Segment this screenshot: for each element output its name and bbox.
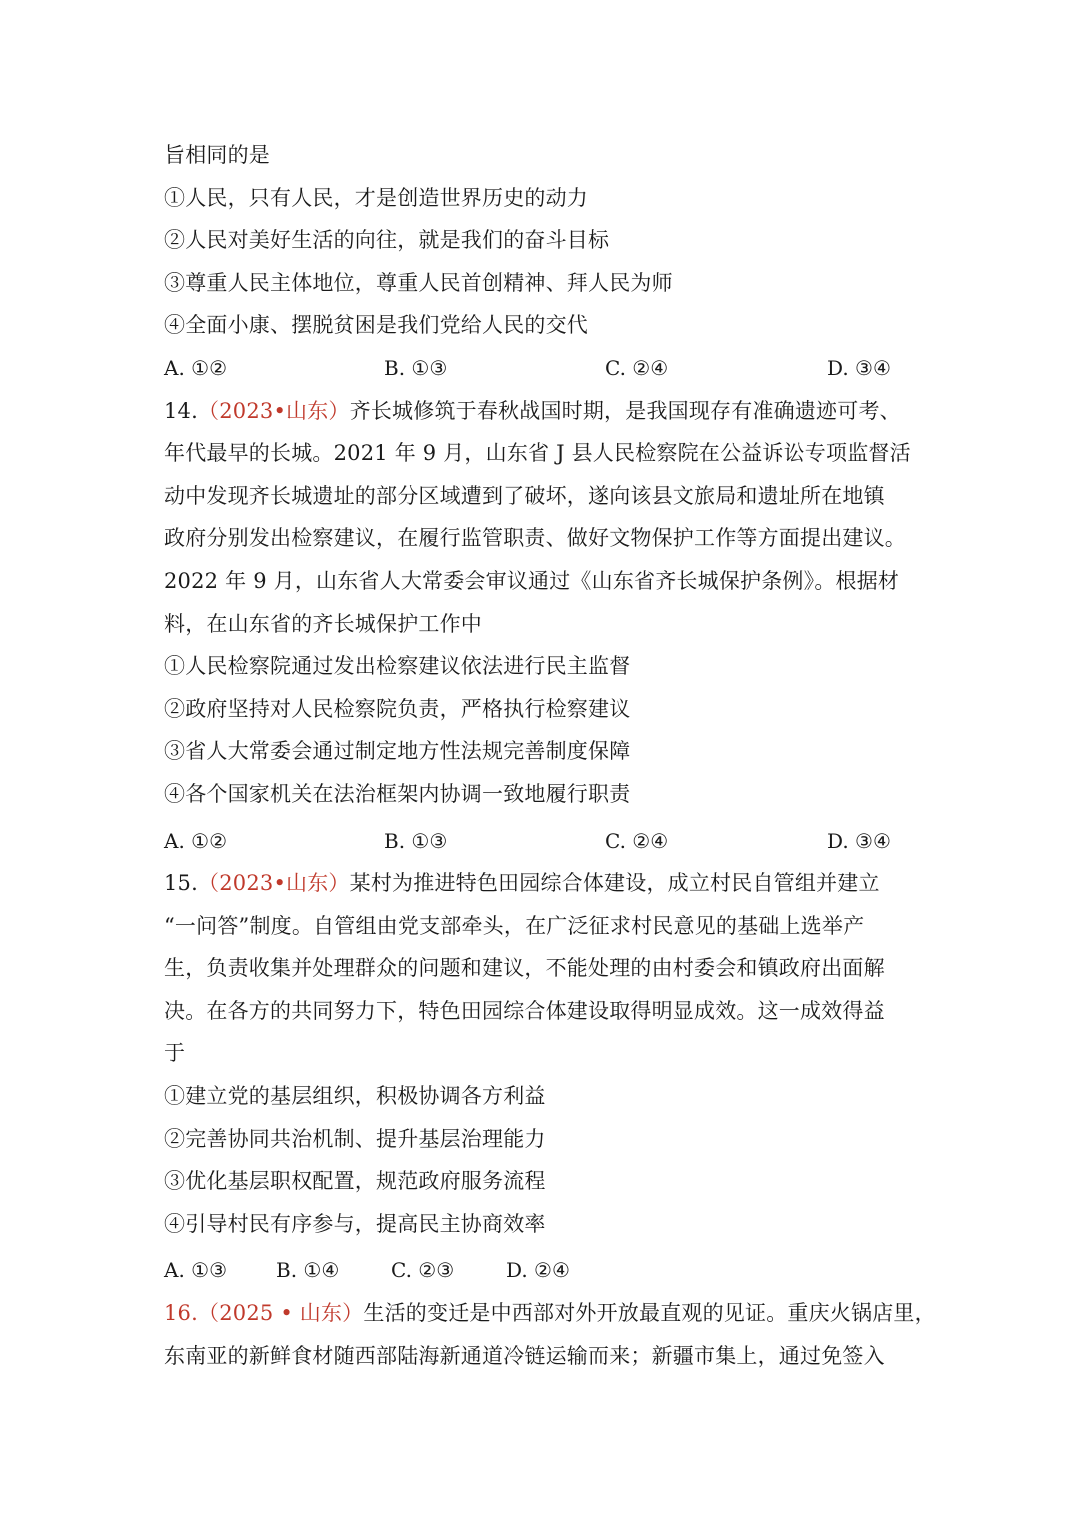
q14-item-1: ①人民检察院通过发出检察建议依法进行民主监督	[164, 654, 631, 679]
q14-option-d: D. ③④	[827, 828, 891, 853]
q16-stem-text: 生活的变迁是中西部对外开放最直观的见证。重庆火锅店里，	[363, 1301, 936, 1326]
q13-option-d: D. ③④	[827, 355, 891, 380]
q14-stem-line-4: 政府分别发出检察建议，在履行监管职责、做好文物保护工作等方面提出建议。	[164, 526, 906, 551]
q14-item-3: ③省人大常委会通过制定地方性法规完善制度保障	[164, 739, 631, 764]
q13-stem-tail: 旨相同的是	[164, 143, 270, 167]
q14-option-c: C. ②④	[605, 828, 669, 853]
q15-options	[164, 1249, 934, 1292]
q14-option-b: B. ①③	[384, 828, 448, 853]
q15-option-c: C. ②③	[391, 1258, 455, 1283]
q15-item-1: ①建立党的基层组织，积极协调各方利益	[164, 1084, 546, 1109]
q14-item-4: ④各个国家机关在法治框架内协调一致地履行职责	[164, 781, 631, 806]
q13-item-1: ①人民，只有人民，才是创造世界历史的动力	[164, 185, 588, 210]
q15-stem-line-4: 决。在各方的共同努力下，特色田园综合体建设取得明显成效。这一成效得益	[164, 998, 885, 1023]
q13-item-4: ④全面小康、摆脱贫困是我们党给人民的交代	[164, 313, 588, 338]
q15-stem-line-5: 于	[164, 1041, 186, 1066]
q15-option-d: D. ②④	[506, 1258, 570, 1283]
q14-stem-line-1	[164, 390, 934, 433]
q16-stem-line-2: 东南亚的新鲜食材随西部陆海新通道冷链运输而来；新疆市集上，通过免签入	[164, 1343, 885, 1368]
q13-option-b: B. ①③	[384, 355, 448, 380]
q15-stem-line-3: 生，负责收集并处理群众的问题和建议，不能处理的由村委会和镇政府出面解	[164, 956, 885, 981]
q14-stem-line-6: 料，在山东省的齐长城保护工作中	[164, 611, 482, 636]
q15-option-a: A. ①③	[164, 1258, 228, 1283]
q13-options	[164, 347, 934, 390]
q13-option-a: A. ①②	[164, 355, 228, 380]
q15-stem-line-1	[164, 862, 934, 905]
q14-item-2: ②政府坚持对人民检察院负责，严格执行检察建议	[164, 696, 631, 721]
document-page	[164, 134, 934, 1377]
q15-option-b: B. ①④	[276, 1258, 340, 1283]
q14-stem-text: 齐长城修筑于春秋战国时期，是我国现存有准确遗迹可考、	[349, 398, 901, 423]
q13-option-c: C. ②④	[605, 355, 669, 380]
q15-stem-text: 某村为推进特色田园综合体建设，成立村民自管组并建立	[349, 871, 880, 896]
q15-item-3: ③优化基层职权配置，规范政府服务流程	[164, 1169, 546, 1194]
q15-stem-line-2: “一问答”制度。自管组由党支部牵头，在广泛征求村民意见的基础上选举产	[164, 913, 865, 938]
q14-stem-line-3: 动中发现齐长城遗址的部分区域遭到了破坏，遂向该县文旅局和遗址所在地镇	[164, 483, 885, 508]
q13-item-2: ②人民对美好生活的向往，就是我们的奋斗目标	[164, 228, 610, 253]
q14-number: 14.	[164, 398, 198, 423]
q16-number-source: 16.（2025 • 山东）	[164, 1301, 364, 1326]
q14-option-a: A. ①②	[164, 828, 228, 853]
q14-stem-line-5: 2022 年 9 月，山东省人大常委会审议通过《山东省齐长城保护条例》。根据材	[164, 568, 900, 593]
q14-stem-line-2: 年代最早的长城。2021 年 9 月，山东省 J 县人民检察院在公益诉讼专项监督活	[164, 441, 911, 466]
q16-stem-line-1	[164, 1292, 934, 1335]
q14-source: （2023•山东）	[198, 398, 350, 423]
q15-number: 15.	[164, 871, 198, 896]
q13-item-3: ③尊重人民主体地位，尊重人民首创精神、拜人民为师	[164, 270, 673, 295]
q15-item-4: ④引导村民有序参与，提高民主协商效率	[164, 1211, 546, 1236]
q15-item-2: ②完善协同共治机制、提升基层治理能力	[164, 1126, 546, 1151]
q14-options	[164, 820, 934, 863]
q15-source: （2023•山东）	[198, 871, 350, 896]
